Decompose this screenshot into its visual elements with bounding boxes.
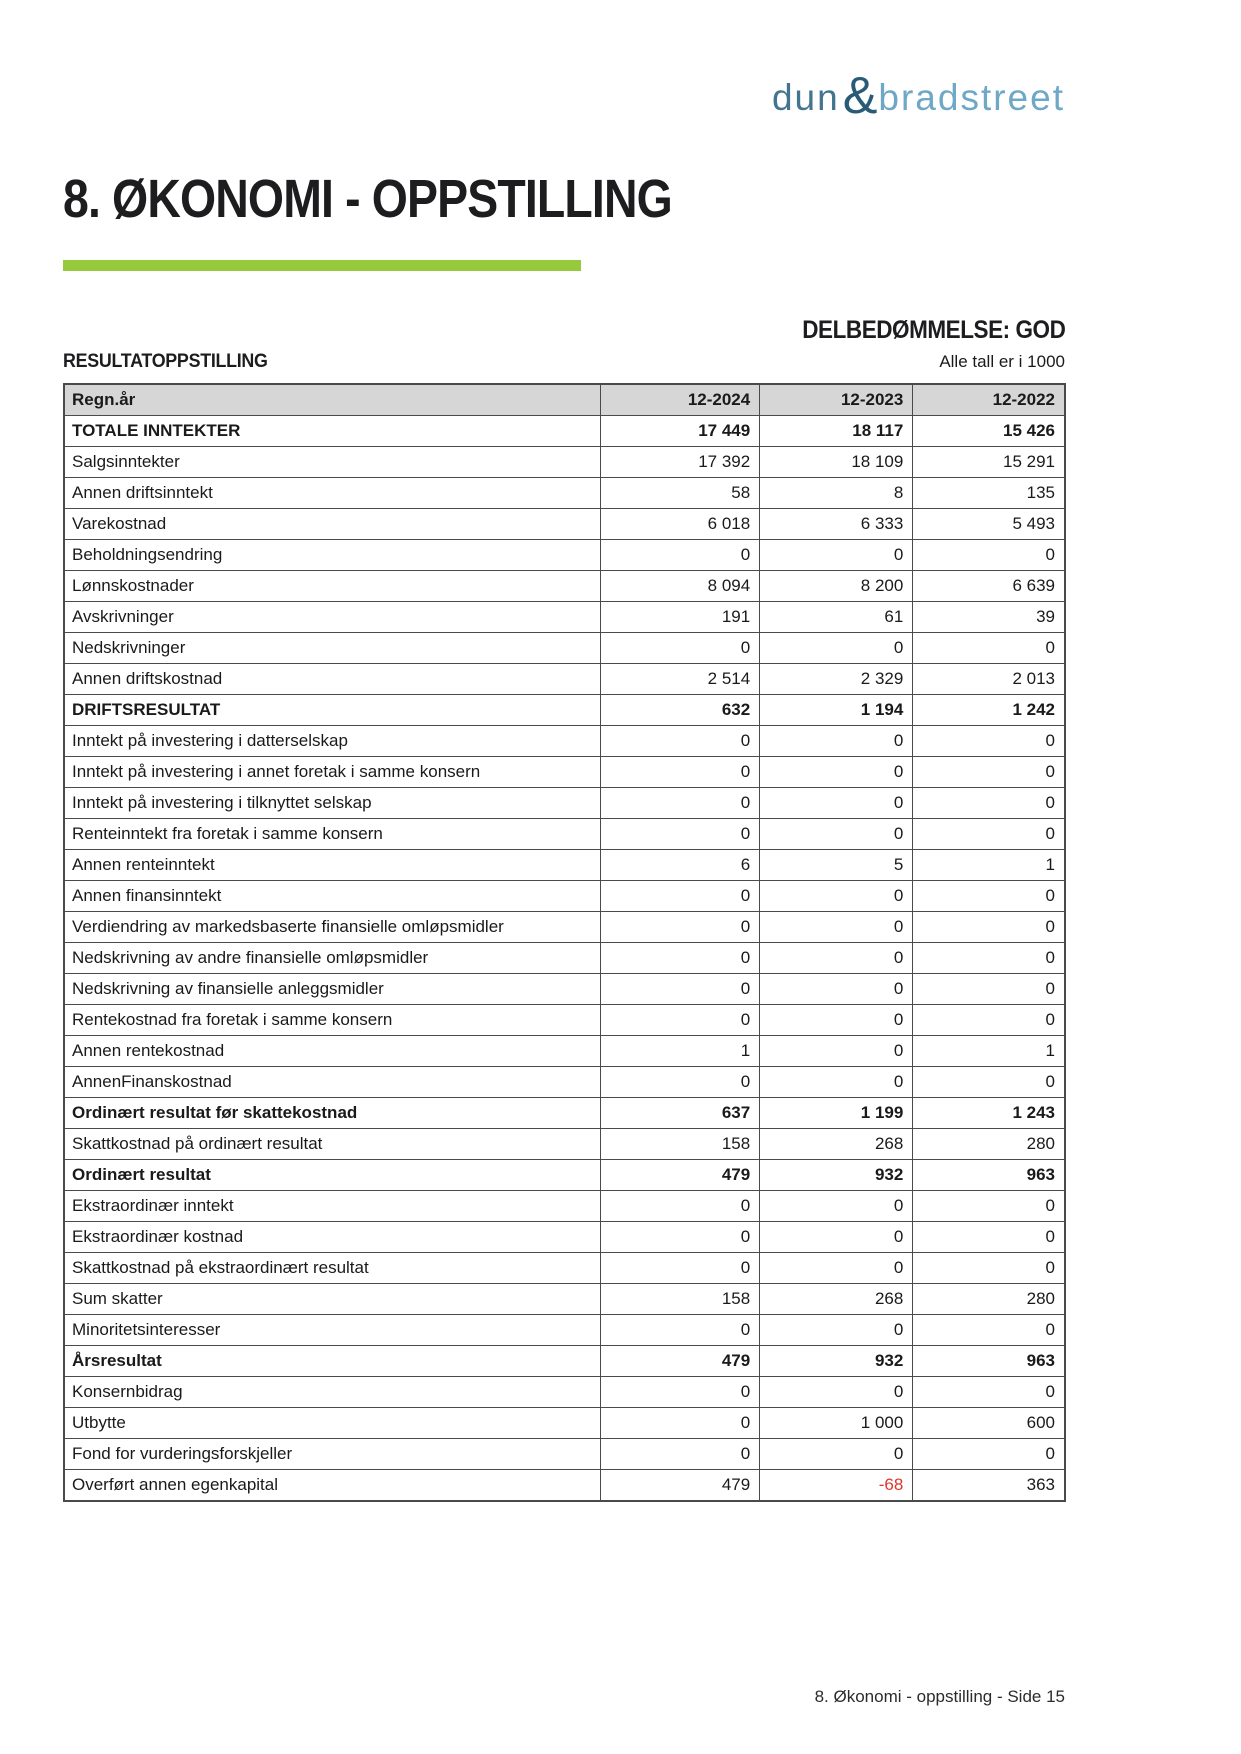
row-value: 0 — [760, 1222, 913, 1253]
row-value: 0 — [913, 1315, 1065, 1346]
row-value: 0 — [601, 1005, 760, 1036]
row-label: Annen renteinntekt — [64, 850, 601, 881]
table-row — [64, 912, 1065, 943]
row-value: 0 — [601, 1377, 760, 1408]
row-value: 17 449 — [601, 416, 760, 447]
table-row — [64, 726, 1065, 757]
table-row — [64, 1346, 1065, 1377]
row-label: Avskrivninger — [64, 602, 601, 633]
row-value: 0 — [760, 1377, 913, 1408]
row-value: 6 639 — [913, 571, 1065, 602]
row-value: 0 — [913, 757, 1065, 788]
row-label: Nedskrivninger — [64, 633, 601, 664]
row-value: 932 — [760, 1346, 913, 1377]
accent-bar — [63, 260, 581, 271]
row-value: 0 — [913, 1377, 1065, 1408]
row-value: 0 — [913, 1439, 1065, 1470]
table-row — [64, 1129, 1065, 1160]
row-value: 0 — [760, 1036, 913, 1067]
row-value: 0 — [913, 540, 1065, 571]
row-value: 0 — [913, 1005, 1065, 1036]
row-value: 8 200 — [760, 571, 913, 602]
table-row — [64, 695, 1065, 726]
row-label: Varekostnad — [64, 509, 601, 540]
row-value: 1 194 — [760, 695, 913, 726]
row-label: Renteinntekt fra foretak i samme konsern — [64, 819, 601, 850]
row-value: 2 013 — [913, 664, 1065, 695]
row-value: 632 — [601, 695, 760, 726]
row-value: 0 — [601, 819, 760, 850]
row-value: 0 — [913, 726, 1065, 757]
row-value: 8 094 — [601, 571, 760, 602]
row-label: Rentekostnad fra foretak i samme konsern — [64, 1005, 601, 1036]
row-value: 363 — [913, 1470, 1065, 1502]
row-value: 15 291 — [913, 447, 1065, 478]
table-row — [64, 757, 1065, 788]
row-label: Skattkostnad på ekstraordinært resultat — [64, 1253, 601, 1284]
row-label: Beholdningsendring — [64, 540, 601, 571]
row-value: 0 — [913, 819, 1065, 850]
row-label: Ordinært resultat før skattekostnad — [64, 1098, 601, 1129]
table-row — [64, 1005, 1065, 1036]
row-value: 0 — [601, 1222, 760, 1253]
row-value: 0 — [760, 788, 913, 819]
row-value: 280 — [913, 1284, 1065, 1315]
table-row — [64, 1160, 1065, 1191]
row-value: 5 — [760, 850, 913, 881]
row-value: 963 — [913, 1160, 1065, 1191]
row-value: 0 — [601, 540, 760, 571]
row-value: 0 — [601, 1253, 760, 1284]
row-label: Annen rentekostnad — [64, 1036, 601, 1067]
section-title: RESULTATOPPSTILLING — [63, 351, 268, 372]
row-value: 158 — [601, 1284, 760, 1315]
row-value: 479 — [601, 1160, 760, 1191]
row-value: 6 018 — [601, 509, 760, 540]
row-value: 0 — [601, 943, 760, 974]
row-value: 61 — [760, 602, 913, 633]
results-table-body — [64, 416, 1065, 1502]
assessment-label: DELBEDØMMELSE: GOD — [801, 316, 1065, 344]
row-label: Inntekt på investering i tilknyttet selskap — [64, 788, 601, 819]
table-row — [64, 1253, 1065, 1284]
row-value: 0 — [601, 881, 760, 912]
row-value: 600 — [913, 1408, 1065, 1439]
column-header-2024: 12-2024 — [601, 384, 760, 416]
row-value: 0 — [601, 757, 760, 788]
row-value: 0 — [913, 1191, 1065, 1222]
row-value: 5 493 — [913, 509, 1065, 540]
row-value: 0 — [601, 1191, 760, 1222]
row-label: Utbytte — [64, 1408, 601, 1439]
table-row — [64, 1439, 1065, 1470]
row-label: Overført annen egenkapital — [64, 1470, 601, 1502]
row-value: 58 — [601, 478, 760, 509]
row-label: Annen driftskostnad — [64, 664, 601, 695]
column-header-2023: 12-2023 — [760, 384, 913, 416]
table-row — [64, 478, 1065, 509]
column-header-2022: 12-2022 — [913, 384, 1065, 416]
page-footer: 8. Økonomi - oppstilling - Side 15 — [814, 1687, 1065, 1706]
row-label: DRIFTSRESULTAT — [64, 695, 601, 726]
table-row — [64, 1222, 1065, 1253]
row-value: 0 — [760, 943, 913, 974]
table-row — [64, 1036, 1065, 1067]
table-row — [64, 850, 1065, 881]
row-value: 17 392 — [601, 447, 760, 478]
row-value: 191 — [601, 602, 760, 633]
row-label: Årsresultat — [64, 1346, 601, 1377]
row-value: 0 — [601, 633, 760, 664]
table-row — [64, 1098, 1065, 1129]
row-value: 0 — [760, 1067, 913, 1098]
row-label: Sum skatter — [64, 1284, 601, 1315]
row-value: 1 — [913, 850, 1065, 881]
column-header-regnaar: Regn.år — [64, 384, 601, 416]
table-row — [64, 1470, 1065, 1502]
row-label: Lønnskostnader — [64, 571, 601, 602]
page-title: 8. ØKONOMI - OPPSTILLING — [63, 169, 672, 229]
row-value: 0 — [760, 1315, 913, 1346]
table-row — [64, 664, 1065, 695]
row-label: Ekstraordinær inntekt — [64, 1191, 601, 1222]
row-value: 1 000 — [760, 1408, 913, 1439]
row-value: 0 — [913, 1253, 1065, 1284]
row-label: Skattkostnad på ordinært resultat — [64, 1129, 601, 1160]
logo-ampersand-icon: & — [842, 67, 878, 125]
row-value: 1 — [913, 1036, 1065, 1067]
row-value: 0 — [760, 1191, 913, 1222]
row-value: 0 — [760, 819, 913, 850]
row-value: 932 — [760, 1160, 913, 1191]
row-value: 1 — [601, 1036, 760, 1067]
row-value: 0 — [601, 788, 760, 819]
row-label: Fond for vurderingsforskjeller — [64, 1439, 601, 1470]
row-value: 0 — [913, 912, 1065, 943]
table-row — [64, 509, 1065, 540]
row-value: 1 243 — [913, 1098, 1065, 1129]
row-label: Annen finansinntekt — [64, 881, 601, 912]
row-value: 0 — [601, 912, 760, 943]
row-value: 0 — [760, 974, 913, 1005]
row-value: 0 — [913, 1067, 1065, 1098]
row-value: 39 — [913, 602, 1065, 633]
row-value: 1 242 — [913, 695, 1065, 726]
table-row — [64, 416, 1065, 447]
row-value: 15 426 — [913, 416, 1065, 447]
row-value: 280 — [913, 1129, 1065, 1160]
row-value: 0 — [760, 726, 913, 757]
table-row — [64, 1284, 1065, 1315]
row-label: Ekstraordinær kostnad — [64, 1222, 601, 1253]
row-value: -68 — [760, 1470, 913, 1502]
row-value: 0 — [601, 726, 760, 757]
row-value: 0 — [913, 881, 1065, 912]
row-value: 268 — [760, 1284, 913, 1315]
row-label: Ordinært resultat — [64, 1160, 601, 1191]
row-value: 268 — [760, 1129, 913, 1160]
table-row — [64, 788, 1065, 819]
row-value: 135 — [913, 478, 1065, 509]
row-value: 8 — [760, 478, 913, 509]
row-value: 0 — [760, 1253, 913, 1284]
row-value: 18 117 — [760, 416, 913, 447]
row-label: Annen driftsinntekt — [64, 478, 601, 509]
row-value: 0 — [760, 540, 913, 571]
row-value: 6 — [601, 850, 760, 881]
table-row — [64, 1377, 1065, 1408]
row-label: Inntekt på investering i datterselskap — [64, 726, 601, 757]
row-value: 0 — [760, 633, 913, 664]
table-row — [64, 571, 1065, 602]
row-label: Nedskrivning av andre finansielle omløpsmidler — [64, 943, 601, 974]
row-label: Salgsinntekter — [64, 447, 601, 478]
row-value: 0 — [760, 881, 913, 912]
row-value: 0 — [601, 1315, 760, 1346]
table-row — [64, 819, 1065, 850]
table-row — [64, 602, 1065, 633]
dun-bradstreet-logo — [772, 66, 1065, 130]
row-value: 0 — [913, 974, 1065, 1005]
row-value: 963 — [913, 1346, 1065, 1377]
row-value: 0 — [913, 788, 1065, 819]
row-value: 0 — [760, 1005, 913, 1036]
row-value: 2 329 — [760, 664, 913, 695]
row-value: 0 — [601, 1439, 760, 1470]
row-label: Inntekt på investering i annet foretak i samme konsern — [64, 757, 601, 788]
row-value: 0 — [601, 974, 760, 1005]
row-label: TOTALE INNTEKTER — [64, 416, 601, 447]
row-label: Minoritetsinteresser — [64, 1315, 601, 1346]
table-row — [64, 633, 1065, 664]
row-value: 2 514 — [601, 664, 760, 695]
row-value: 0 — [601, 1067, 760, 1098]
row-value: 158 — [601, 1129, 760, 1160]
row-value: 0 — [913, 633, 1065, 664]
table-row — [64, 1191, 1065, 1222]
logo-text-bradstreet: bradstreet — [878, 77, 1065, 118]
row-label: Konsernbidrag — [64, 1377, 601, 1408]
table-row — [64, 540, 1065, 571]
row-value: 0 — [913, 1222, 1065, 1253]
row-value: 1 199 — [760, 1098, 913, 1129]
table-row — [64, 1315, 1065, 1346]
row-label: Nedskrivning av finansielle anleggsmidler — [64, 974, 601, 1005]
row-value: 18 109 — [760, 447, 913, 478]
row-value: 479 — [601, 1470, 760, 1502]
table-row — [64, 881, 1065, 912]
units-note: Alle tall er i 1000 — [939, 352, 1065, 371]
row-value: 0 — [760, 757, 913, 788]
row-value: 479 — [601, 1346, 760, 1377]
row-value: 0 — [760, 912, 913, 943]
results-table — [63, 383, 1066, 1502]
table-header-row — [64, 384, 1065, 416]
table-row — [64, 1408, 1065, 1439]
row-value: 0 — [601, 1408, 760, 1439]
row-label: Verdiendring av markedsbaserte finansielle omløpsmidler — [64, 912, 601, 943]
table-row — [64, 447, 1065, 478]
row-value: 0 — [760, 1439, 913, 1470]
table-row — [64, 1067, 1065, 1098]
row-value: 6 333 — [760, 509, 913, 540]
table-row — [64, 943, 1065, 974]
row-value: 637 — [601, 1098, 760, 1129]
row-value: 0 — [913, 943, 1065, 974]
logo-text-dun: dun — [771, 77, 840, 118]
row-label: AnnenFinanskostnad — [64, 1067, 601, 1098]
table-row — [64, 974, 1065, 1005]
